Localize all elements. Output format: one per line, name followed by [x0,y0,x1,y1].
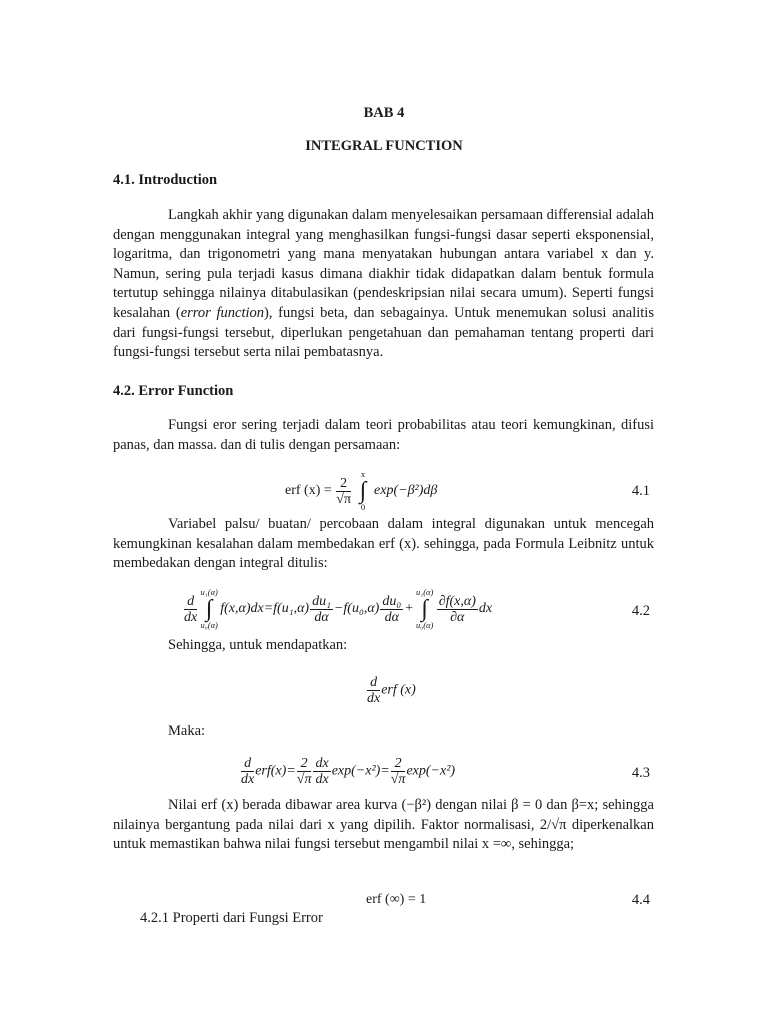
paragraph-leibnitz: Variabel palsu/ buatan/ percobaan dalam integral digunakan untuk mencegah kemungkinan kesalahan dalam membedakan erf (x). sehingga, pada Formula Leibnitz untuk membedakan dengan integral ditulis: [113,516,654,572]
equation-4-4: erf (∞) = 1 [366,892,427,907]
chapter-title: INTEGRAL FUNCTION [305,138,463,154]
chapter-label: BAB 4 [363,105,405,121]
subsection-heading-properties: 4.2.1 Properti dari Fungsi Error [140,910,323,926]
equation-number-4-1: 4.1 [631,483,650,499]
equation-number-4-4: 4.4 [631,892,650,908]
section-heading-error-function: 4.2. Error Function [113,383,234,399]
section-heading-introduction: 4.1. Introduction [113,172,218,188]
paragraph-normalization: Nilai erf (x) berada dibawar area kurva (−β²) dengan nilai β = 0 dan β=x; sehingga nilainya bergantung pada nilai dari x yang dipilih. Faktor normalisasi, 2/√π diperkenalkan untuk memastikan bahwa nilai fungsi tersebut mengambil nilai x =∞, sehingga; [113,797,654,853]
equation-4-3: $\frac{d}{dx}$ erf(x)= $\frac{2}{√\pi}$ $\frac{dx}{dx}$ exp(−x²)= $\frac{2}{√\pi}$ exp(−x²) [241,756,456,787]
expression-derivative-erf: $\frac{d}{dx}$ erf (x) [367,675,416,706]
paragraph-introduction: Langkah akhir yang digunakan dalam menyelesaikan persamaan differensial adalah dengan menggunakan integral yang menghasilkan fungsi-fungsi dasar seperti eksponensial, logaritma, dan trigonometri yang mana menyatakan hubungan antara variabel x dan y. Namun, sering pula terjadi kasus dimana diakhir tidak didapatkan dalam bentuk formula tertutup sehingga nilainya ditabulasikan (pendeskripsian nilai secara umum). Seperti fungsi kesalahan (error function), fungsi beta, dan sebagainya. Untuk menemukan solusi analitis dari fungsi-fungsi tersebut, diperlukan pengetahuan dan pemahaman tentang properti dari fungsi-fungsi tersebut serta nilai pembatasnya. [113,207,654,361]
equation-number-4-2: 4.2 [631,603,650,619]
equation-number-4-3: 4.3 [631,765,650,781]
equation-4-2: $\frac{d}{dx}$ u₁(α) ∫ u₀(α) f(x,α)dx=f(u₁,α) $\frac{\text{du₁}}{d\alpha}$ −f(u₀,α) $\frac{\text{du₀}}{d\alpha}$ + u₁(α) ∫ u₀(α) $\frac{\partial f(x,\alpha)}{\partial\alpha}$ dx [184,587,493,630]
line-maka: Maka: [168,723,206,739]
paragraph-error-function: Fungsi eror sering terjadi dalam teori probabilitas atau teori kemungkinan, difusi panas, dan massa. dan di tulis dengan persamaan: [113,417,654,453]
equation-4-1: erf (x) = $\frac{2}{√\pi}$ x ∫ 0 exp(−β²)dβ [285,469,438,512]
line-sehingga: Sehingga, untuk mendapatkan: [168,637,348,653]
